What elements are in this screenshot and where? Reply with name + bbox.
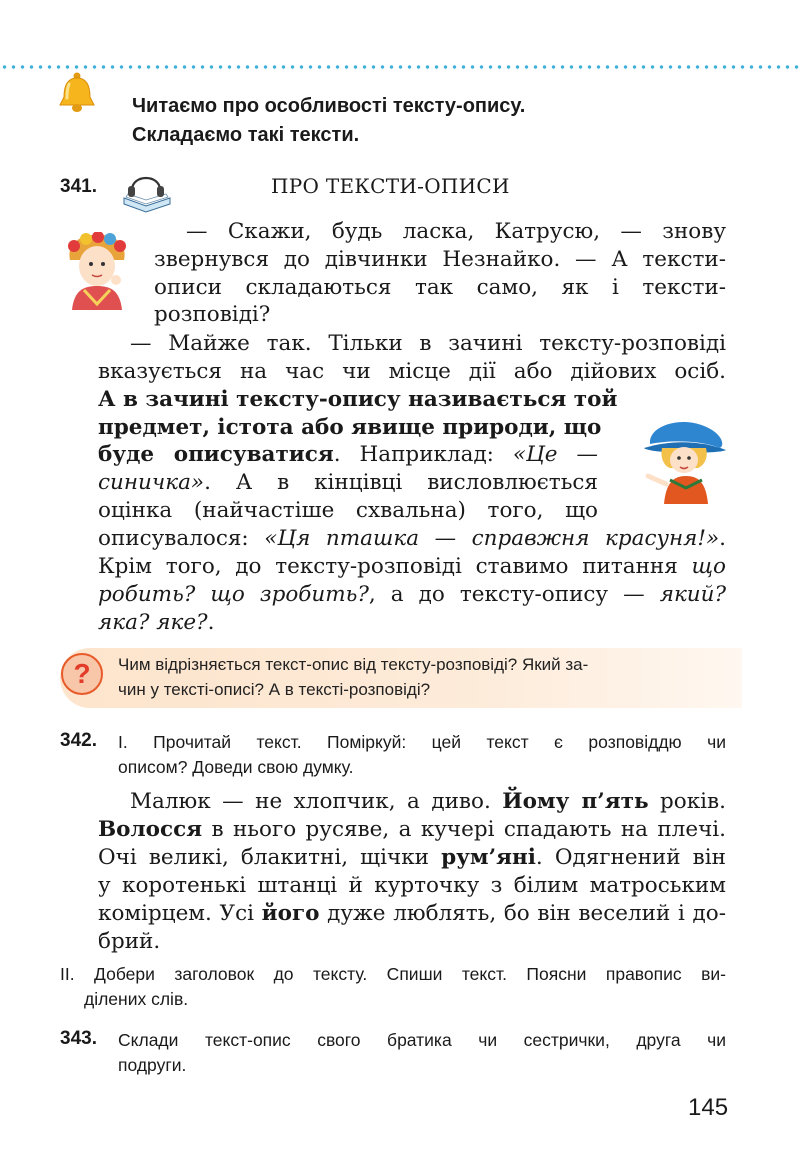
bold-rule-line: предмет, істота або явище природи, що [98, 415, 602, 440]
story-line [130, 788, 726, 816]
story-line [98, 816, 726, 844]
question-line-2: чин у тексті-описі? А в тексті-розповіді? [118, 680, 431, 699]
exercise-342-number: 342. [60, 730, 97, 751]
exercise-342-task-2 [60, 962, 726, 1012]
text-line [98, 609, 214, 637]
text-line: — Скажи, будь ласка, Катрусю, — знову [186, 219, 726, 244]
text-fragment: . А в кінцівці висловлюється [204, 470, 598, 495]
question-line-1: Чим відрізняється текст-опис від тексту-розповіді? Який за- [118, 655, 589, 674]
text-line: вказується на час чи місце дії або дійових осіб. [98, 359, 726, 384]
task-line: ділених слів. [84, 989, 189, 1009]
intro-line-1: Читаємо про особливості тексту-опису. [132, 95, 526, 117]
text-line: — Майже так. Тільки в зачині тексту-розповіді [130, 331, 726, 356]
example-fragment: синичка» [98, 470, 205, 495]
story-line: у коротенькі штанці й курточку з білим матроським [98, 873, 726, 898]
text-fragment: комірцем. Усі [98, 901, 262, 926]
story-line [98, 844, 726, 872]
question-text [118, 652, 588, 702]
text-fragment: . [719, 526, 726, 551]
highlighted-word: його [261, 901, 320, 926]
highlighted-word: Волосся [98, 817, 203, 842]
bell-icon [56, 70, 98, 116]
bold-rule-line: А в зачині тексту-опису називається той [98, 387, 618, 412]
headphones-book-icon [118, 164, 174, 214]
question-mark-icon [60, 652, 104, 696]
exercise-342-task-1 [118, 730, 726, 780]
text-line: розповіді? [154, 302, 271, 327]
text-line [98, 441, 598, 469]
text-line [98, 553, 726, 581]
story-line: брий. [98, 929, 161, 954]
highlighted-word: рум’яні [441, 845, 536, 870]
dotted-divider [0, 64, 800, 70]
example-fragment: що [691, 554, 726, 579]
text-fragment: Очі великі, блакитні, щічки [98, 845, 442, 870]
text-fragment: . [207, 610, 215, 635]
exercise-343-task [118, 1028, 726, 1078]
text-line [98, 525, 726, 553]
text-fragment: в нього русяве, а кучері спадають на плечі. [202, 817, 726, 842]
task-line: Склади текст-опис свого братика чи сестрички, друга чи [118, 1030, 726, 1050]
task-line: І. Прочитай текст. Поміркуй: цей текст є розповіддю чи [118, 732, 726, 752]
text-fragment: дуже люблять, бо він веселий і до- [319, 901, 726, 926]
task-line: ІІ. Добери заголовок до тексту. Спиши текст. Поясни правопис ви- [60, 964, 726, 984]
example-fragment: «Це — [512, 442, 598, 467]
svg-text:?: ? [73, 658, 91, 689]
text-fragment: . Наприклад: [333, 442, 494, 467]
neznaiko-illustration [640, 418, 730, 504]
text-fragment: , а до тексту-опису — [368, 582, 645, 607]
exercise-341-title: ПРО ТЕКСТИ-ОПИСИ [271, 174, 510, 198]
girl-katrusia-illustration [62, 232, 132, 310]
task-line: подруги. [118, 1055, 187, 1075]
example-fragment: робить? що зробить? [98, 582, 369, 607]
text-line [98, 469, 598, 497]
text-fragment: Крім того, до тексту-розповіді ставимо питання [98, 554, 678, 579]
example-fragment: який? [659, 582, 726, 607]
text-fragment: описувалося: [98, 526, 249, 551]
text-fragment: . Одягнений він [535, 845, 726, 870]
task-line: описом? Доведи свою думку. [118, 757, 354, 777]
text-line [98, 581, 726, 609]
text-line: описи складаються так само, як і тексти- [154, 275, 726, 300]
example-fragment: «Ця пташка — справжня красуня!» [264, 526, 720, 551]
lesson-intro [132, 92, 525, 150]
bold-rule-fragment: буде описуватися [98, 442, 334, 467]
example-fragment: яка? яке? [98, 610, 208, 635]
text-fragment: років. [648, 789, 726, 814]
story-line [98, 900, 726, 928]
exercise-343-number: 343. [60, 1028, 97, 1049]
page-number: 145 [688, 1094, 729, 1121]
intro-line-2: Складаємо такі тексти. [132, 124, 360, 146]
text-line: оцінка (найчастіше схвальна) того, що [98, 498, 598, 523]
text-line: звернувся до дівчинки Незнайко. — А тексти- [154, 247, 726, 272]
exercise-341-number: 341. [60, 176, 97, 197]
text-fragment: Малюк — не хлопчик, а диво. [130, 789, 503, 814]
highlighted-word: Йому п’ять [502, 789, 649, 814]
